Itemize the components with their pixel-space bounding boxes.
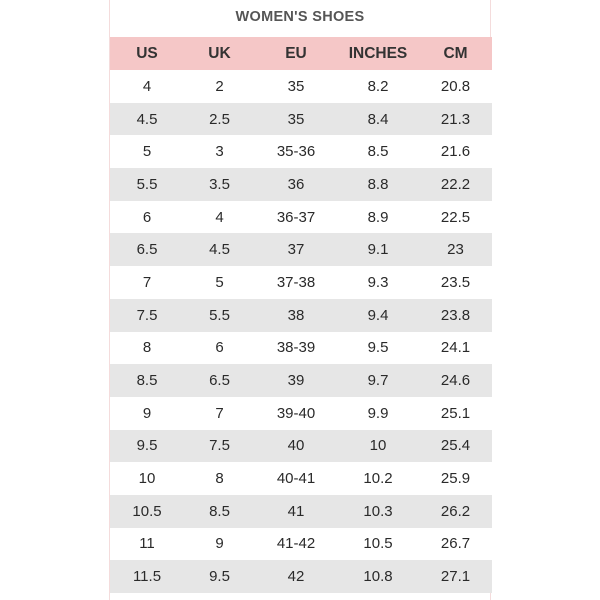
cell-eu: 39 [255, 364, 337, 397]
cell-us: 10.5 [110, 495, 184, 528]
cell-inches: 8.9 [337, 201, 419, 234]
cell-eu: 37-38 [255, 266, 337, 299]
cell-inches: 9.5 [337, 332, 419, 365]
table-row [110, 266, 492, 299]
cell-cm: 26.7 [419, 528, 492, 561]
cell-inches: 9.4 [337, 299, 419, 332]
cell-us: 10 [110, 462, 184, 495]
cell-inches: 10.2 [337, 462, 419, 495]
table-row [110, 528, 492, 561]
table-row [110, 397, 492, 430]
cell-eu: 36-37 [255, 201, 337, 234]
cell-us: 4.5 [110, 103, 184, 136]
cell-uk: 9 [184, 528, 255, 561]
cell-inches: 9.7 [337, 364, 419, 397]
cell-eu: 35 [255, 70, 337, 103]
cell-uk: 2 [184, 70, 255, 103]
cell-eu: 35 [255, 103, 337, 136]
header-row [110, 37, 492, 70]
cell-us: 9.5 [110, 430, 184, 463]
cell-eu: 36 [255, 168, 337, 201]
cell-inches: 8.4 [337, 103, 419, 136]
table-header [110, 37, 492, 70]
cell-eu: 37 [255, 233, 337, 266]
column-header-cm: CM [419, 37, 492, 70]
table-row [110, 299, 492, 332]
cell-cm: 26.2 [419, 495, 492, 528]
table-row [110, 430, 492, 463]
cell-eu: 40-41 [255, 462, 337, 495]
cell-cm: 20.8 [419, 70, 492, 103]
cell-us: 6.5 [110, 233, 184, 266]
cell-uk: 8 [184, 462, 255, 495]
cell-cm: 24.6 [419, 364, 492, 397]
cell-cm: 21.3 [419, 103, 492, 136]
cell-cm: 25.1 [419, 397, 492, 430]
cell-eu: 39-40 [255, 397, 337, 430]
table-row [110, 332, 492, 365]
cell-cm: 24.1 [419, 332, 492, 365]
cell-cm: 23.8 [419, 299, 492, 332]
cell-inches: 8.2 [337, 70, 419, 103]
cell-uk: 7 [184, 397, 255, 430]
cell-cm: 25.4 [419, 430, 492, 463]
column-header-uk: UK [184, 37, 255, 70]
cell-inches: 10.3 [337, 495, 419, 528]
cell-cm: 22.5 [419, 201, 492, 234]
table-body [110, 70, 492, 593]
size-table [110, 37, 492, 593]
cell-inches: 10.5 [337, 528, 419, 561]
cell-cm: 25.9 [419, 462, 492, 495]
cell-us: 7 [110, 266, 184, 299]
cell-inches: 10.8 [337, 560, 419, 593]
cell-eu: 38 [255, 299, 337, 332]
table-row [110, 560, 492, 593]
cell-inches: 8.8 [337, 168, 419, 201]
cell-us: 4 [110, 70, 184, 103]
cell-eu: 42 [255, 560, 337, 593]
cell-us: 8.5 [110, 364, 184, 397]
column-header-eu: EU [255, 37, 337, 70]
cell-us: 5 [110, 135, 184, 168]
cell-us: 8 [110, 332, 184, 365]
cell-inches: 9.1 [337, 233, 419, 266]
chart-title: WOMEN'S SHOES [235, 9, 365, 25]
cell-inches: 10 [337, 430, 419, 463]
cell-cm: 21.6 [419, 135, 492, 168]
table-row [110, 201, 492, 234]
cell-uk: 4.5 [184, 233, 255, 266]
column-header-inches: INCHES [337, 37, 419, 70]
cell-cm: 23 [419, 233, 492, 266]
cell-uk: 9.5 [184, 560, 255, 593]
cell-eu: 41-42 [255, 528, 337, 561]
table-row [110, 135, 492, 168]
table-row [110, 233, 492, 266]
cell-uk: 5 [184, 266, 255, 299]
cell-eu: 40 [255, 430, 337, 463]
cell-inches: 9.9 [337, 397, 419, 430]
cell-uk: 3.5 [184, 168, 255, 201]
cell-cm: 23.5 [419, 266, 492, 299]
cell-uk: 7.5 [184, 430, 255, 463]
table-row [110, 495, 492, 528]
column-header-us: US [110, 37, 184, 70]
cell-uk: 5.5 [184, 299, 255, 332]
cell-uk: 6 [184, 332, 255, 365]
table-row [110, 462, 492, 495]
cell-us: 6 [110, 201, 184, 234]
cell-inches: 8.5 [337, 135, 419, 168]
cell-eu: 41 [255, 495, 337, 528]
cell-uk: 6.5 [184, 364, 255, 397]
cell-cm: 22.2 [419, 168, 492, 201]
cell-eu: 38-39 [255, 332, 337, 365]
cell-eu: 35-36 [255, 135, 337, 168]
cell-us: 11 [110, 528, 184, 561]
cell-inches: 9.3 [337, 266, 419, 299]
cell-us: 9 [110, 397, 184, 430]
cell-uk: 4 [184, 201, 255, 234]
cell-cm: 27.1 [419, 560, 492, 593]
cell-uk: 3 [184, 135, 255, 168]
cell-us: 7.5 [110, 299, 184, 332]
cell-uk: 2.5 [184, 103, 255, 136]
cell-uk: 8.5 [184, 495, 255, 528]
cell-us: 11.5 [110, 560, 184, 593]
size-chart [109, 0, 491, 600]
table-row [110, 364, 492, 397]
table-row [110, 70, 492, 103]
cell-us: 5.5 [110, 168, 184, 201]
table-row [110, 168, 492, 201]
table-row [110, 103, 492, 136]
